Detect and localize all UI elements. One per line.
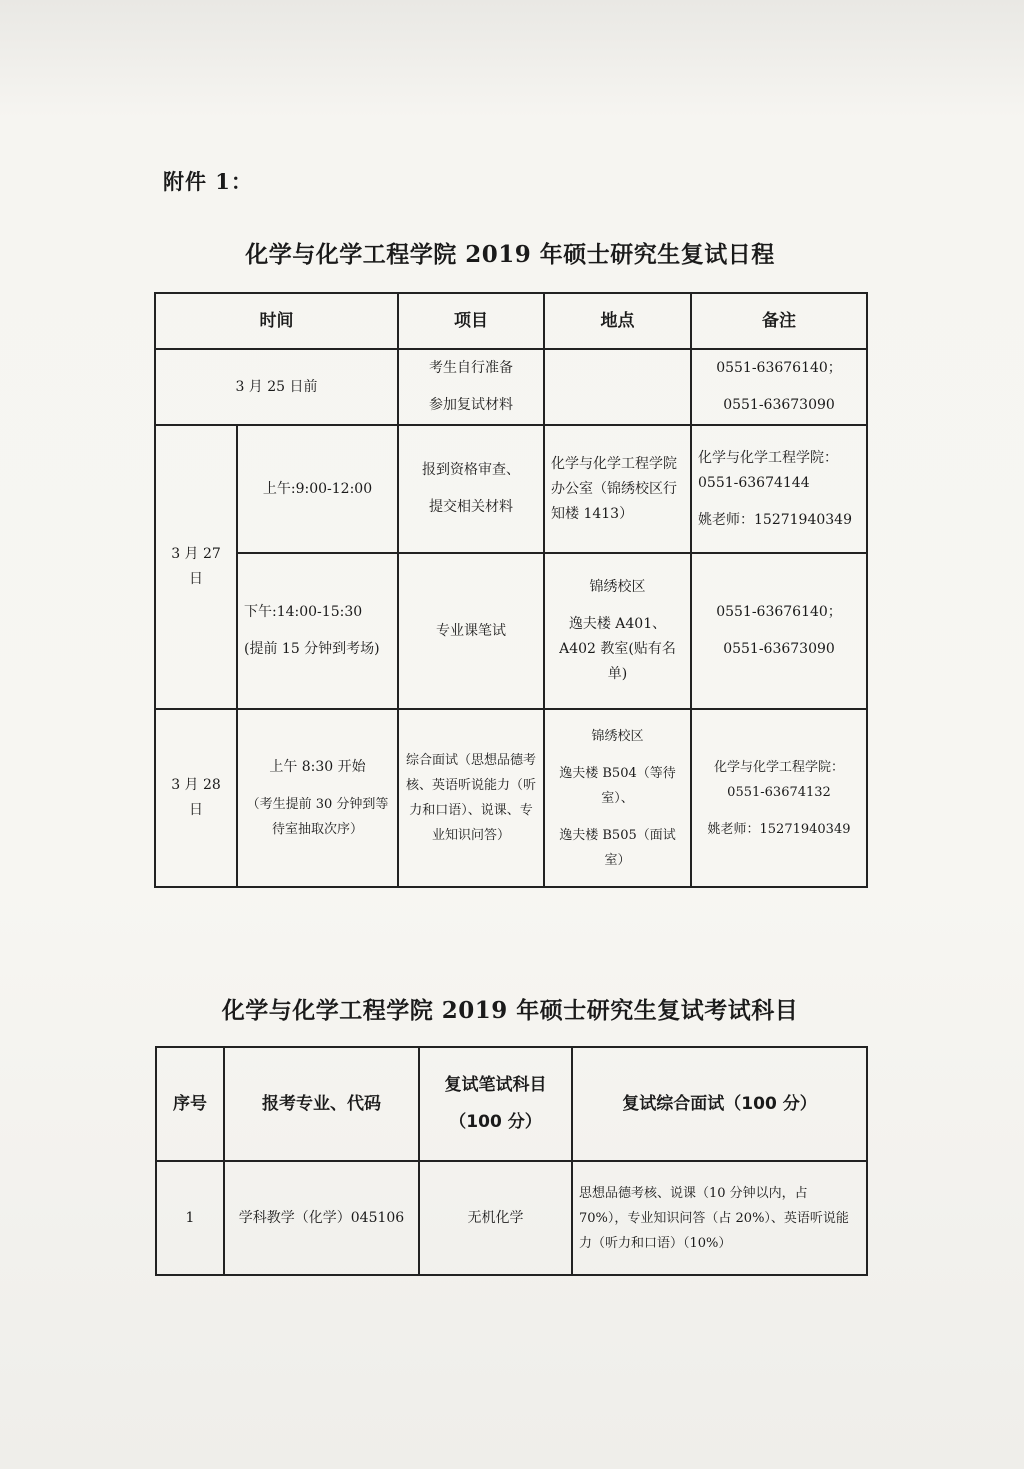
note-line: 姚老师：15271940349 xyxy=(698,511,852,528)
note-line: 化学与化学工程学院：0551-63674144 xyxy=(698,449,838,491)
cell-time: 上午:9:00-12:00 xyxy=(237,425,398,553)
note-line: 0551-63673090 xyxy=(723,641,835,657)
cell-date: 3 月 28 日 xyxy=(155,709,237,887)
location-line: 锦绣校区 xyxy=(589,579,646,595)
note-line: 姚老师：15271940349 xyxy=(707,821,851,837)
item-line: 参加复试材料 xyxy=(429,397,513,413)
table-row xyxy=(155,553,867,709)
header-time: 时间 xyxy=(155,293,398,349)
time-line: （考生提前 30 分钟到等待室抽取次序） xyxy=(246,796,389,837)
item-line: 考生自行准备 xyxy=(429,360,513,376)
cell-interview: 思想品德考核、说课（10 分钟以内，占 70%），专业知识问答（占 20%）、英语听说能力（听力和口语）（10%） xyxy=(572,1161,867,1275)
cell-index: 1 xyxy=(156,1161,224,1275)
header-major: 报考专业、代码 xyxy=(224,1047,419,1161)
cell-note xyxy=(691,709,867,887)
schedule-table xyxy=(154,292,868,888)
note-line: 0551-63676140； xyxy=(716,360,842,376)
table-row xyxy=(156,1161,867,1275)
location-line: 逸夫楼 B505（面试室） xyxy=(559,827,676,868)
header-written xyxy=(419,1047,572,1161)
cell-written: 无机化学 xyxy=(419,1161,572,1275)
cell-major: 学科教学（化学）045106 xyxy=(224,1161,419,1275)
table-row xyxy=(155,709,867,887)
attachment-label: 附件 1： xyxy=(163,169,253,194)
table-row xyxy=(155,349,867,425)
cell-item xyxy=(398,425,544,553)
note-line: 0551-63673090 xyxy=(723,397,835,413)
cell-item: 综合面试（思想品德考核、英语听说能力（听力和口语）、说课、专业知识问答） xyxy=(398,709,544,887)
note-line: 化学与化学工程学院： xyxy=(713,759,844,775)
cell-note xyxy=(691,425,867,553)
cell-note xyxy=(691,553,867,709)
subjects-title: 化学与化学工程学院 2019 年硕士研究生复试考试科目 xyxy=(221,997,799,1024)
cell-location xyxy=(544,349,691,425)
header-note: 备注 xyxy=(691,293,867,349)
time-line: 下午:14:00-15:30 xyxy=(244,604,363,620)
cell-time xyxy=(237,709,398,887)
location-line: 逸夫楼 A401、A402 教室(贴有名单) xyxy=(559,616,676,682)
time-line: 上午 8:30 开始 xyxy=(269,758,366,775)
time-line: (提前 15 分钟到考场) xyxy=(244,641,380,657)
cell-location: 化学与化学工程学院办公室（锦绣校区行知楼 1413） xyxy=(544,425,691,553)
cell-item: 专业课笔试 xyxy=(398,553,544,709)
schedule-title: 化学与化学工程学院 2019 年硕士研究生复试日程 xyxy=(245,241,775,268)
note-line: 0551-63674132 xyxy=(727,784,831,800)
location-line: 锦绣校区 xyxy=(591,728,644,744)
note-line: 0551-63676140； xyxy=(716,604,842,620)
header-written-line: （100 分） xyxy=(449,1112,542,1132)
cell-note xyxy=(691,349,867,425)
header-index: 序号 xyxy=(156,1047,224,1161)
header-location: 地点 xyxy=(544,293,691,349)
subjects-table xyxy=(155,1046,868,1276)
schedule-header-row xyxy=(155,293,867,349)
header-written-line: 复试笔试科目 xyxy=(444,1075,547,1095)
item-line: 报到资格审查、 xyxy=(422,462,520,478)
cell-time: 3 月 25 日前 xyxy=(155,349,398,425)
cell-location xyxy=(544,709,691,887)
cell-time xyxy=(237,553,398,709)
subjects-header-row xyxy=(156,1047,867,1161)
location-line: 逸夫楼 B504（等待室）、 xyxy=(559,765,676,806)
item-line: 提交相关材料 xyxy=(429,499,513,515)
cell-item xyxy=(398,349,544,425)
cell-location xyxy=(544,553,691,709)
header-item: 项目 xyxy=(398,293,544,349)
cell-date: 3 月 27 日 xyxy=(155,425,237,709)
header-interview: 复试综合面试（100 分） xyxy=(572,1047,867,1161)
table-row xyxy=(155,425,867,553)
